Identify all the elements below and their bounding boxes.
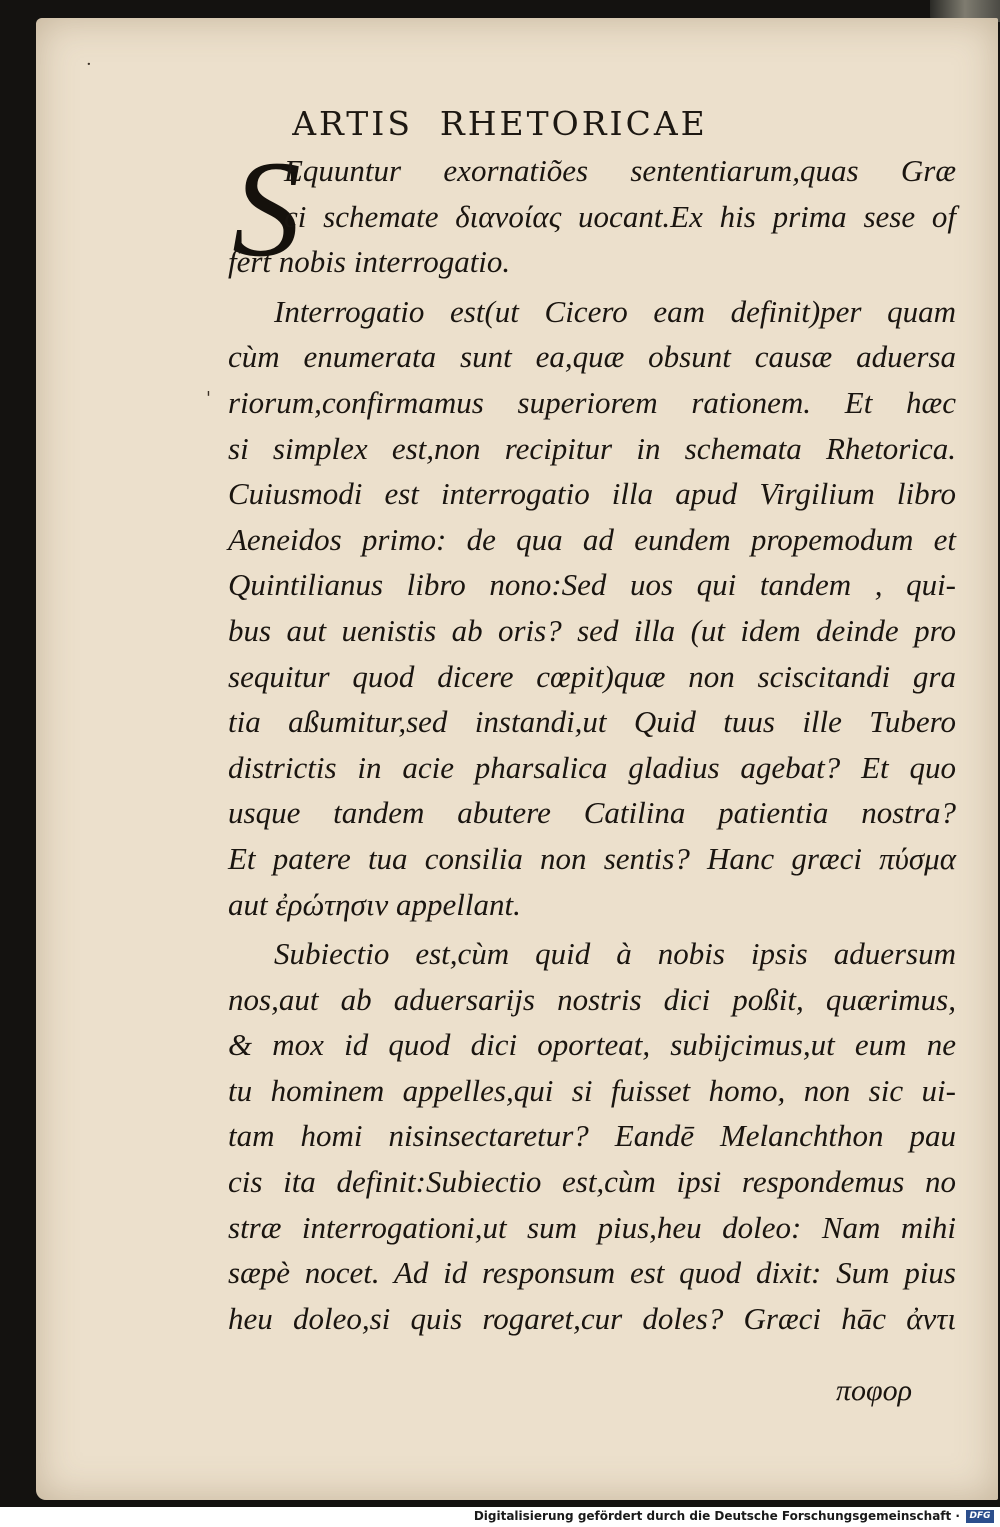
- text-line: Equuntur exornatiões sententiarum,quas Græ: [284, 153, 956, 188]
- text-line: cùm enumerata sunt ea,quæ obsunt causæ aduersa: [228, 339, 956, 375]
- drop-cap: S: [232, 132, 301, 285]
- text-block: [228, 148, 956, 1341]
- text-line: & mox id quod dici oporteat, subijcimus,ut eum ne: [228, 1027, 956, 1063]
- margin-mark: ·: [86, 54, 92, 75]
- dfg-logo: DFG: [966, 1510, 994, 1523]
- text-line: si simplex est,non recipitur in schemata Rhetorica.: [228, 430, 956, 466]
- text-line: aut ἐρώτησιν appellant.: [228, 886, 521, 922]
- margin-mark: ': [206, 388, 211, 409]
- text-line: sæpè nocet. Ad id responsum est quod dixit: Sum pius: [228, 1255, 956, 1291]
- text-line: stræ interrogationi,ut sum pius,heu doleo: Nam mihi: [228, 1209, 956, 1245]
- text-line: tia aßumitur,sed instandi,ut Quid tuus ille Tubero: [228, 704, 956, 740]
- text-line: usque tandem abutere Catilina patientia nostra?: [228, 795, 956, 831]
- text-line: Quintilianus libro nono:Sed uos qui tandem , qui-: [228, 567, 956, 603]
- text-line: districtis in acie pharsalica gladius agebat? Et quo: [228, 749, 956, 785]
- text-line: tam homi nisinsectaretur? Eandē Melanchthon pau: [228, 1118, 956, 1154]
- text-line: riorum,confirmamus superiorem rationem. Et hæc: [228, 384, 956, 420]
- running-head: ARTIS RHETORICAE: [292, 104, 708, 143]
- text-line: Aeneidos primo: de qua ad eundem propemodum et: [228, 521, 956, 557]
- text-line: sequitur quod dicere cœpit)quæ non sciscitandi gra: [228, 658, 956, 694]
- text-line: fert nobis interrogatio.: [228, 244, 511, 280]
- footer-credit: Digitalisierung gefördert durch die Deutsche Forschungsgemeinschaft ·: [473, 1509, 960, 1523]
- text-line: nos,aut ab aduersarijs nostris dici poßit, quærimus,: [228, 981, 956, 1017]
- text-line: Subiectio est,cùm quid à nobis ipsis aduersum: [274, 936, 956, 972]
- text-line: tu hominem appelles,qui si fuisset homo, non sic ui-: [228, 1072, 956, 1108]
- catchword: ποφορ: [835, 1374, 912, 1407]
- text-line: heu doleo,si quis rogaret,cur doles? Græci hāc ἀντι: [228, 1300, 956, 1336]
- text-line: Cuiusmodi est interrogatio illa apud Virgilium libro: [228, 476, 956, 512]
- text-line: Et patere tua consilia non sentis? Hanc græci πύσμα: [228, 840, 956, 876]
- text-line: bus aut uenistis ab oris? sed illa (ut idem deinde pro: [228, 612, 956, 648]
- text-line: cis ita definit:Subiectio est,cùm ipsi respondemus no: [228, 1164, 956, 1200]
- text-line: Interrogatio est(ut Cicero eam definit)per quam: [274, 293, 956, 329]
- text-line: ci schemate διανοίας uocant.Ex his prima sese of: [284, 198, 956, 234]
